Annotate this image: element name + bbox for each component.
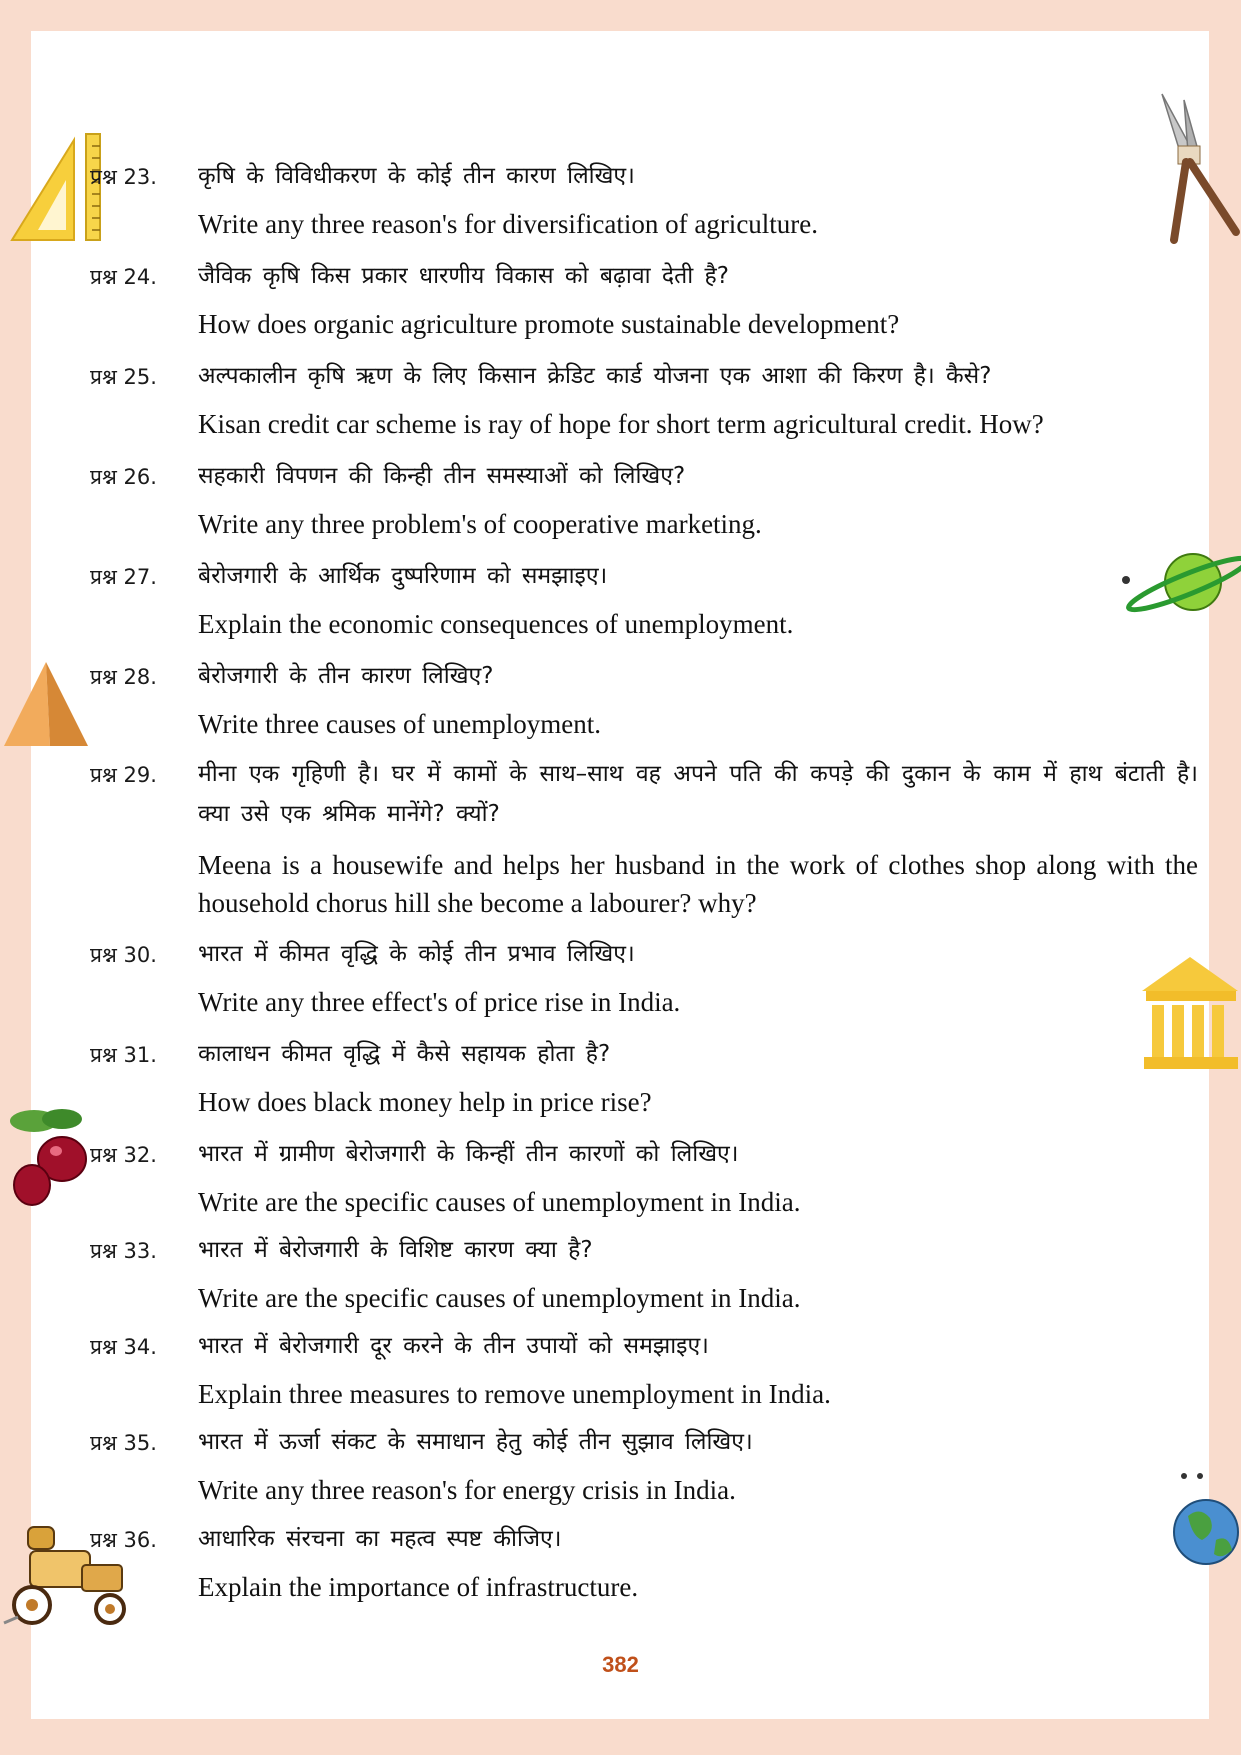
question-hindi-text: बेरोजगारी के तीन कारण लिखिए? <box>198 663 494 689</box>
question-number: प्रश्न 29. <box>90 763 157 787</box>
question-number: प्रश्न 34. <box>90 1335 157 1359</box>
question-hindi-text: सहकारी विपणन की किन्ही तीन समस्याओं को लिखिए? <box>198 463 686 489</box>
question-number: प्रश्न 23. <box>90 165 157 189</box>
question-english-text: Explain the importance of infrastructure. <box>198 1572 639 1602</box>
question-hindi-text: बेरोजगारी के आर्थिक दुष्परिणाम को समझाइए। <box>198 563 608 589</box>
question-number: प्रश्न 36. <box>90 1528 157 1552</box>
page-number: 382 <box>602 1652 639 1677</box>
question-hindi-text: जैविक कृषि किस प्रकार धारणीय विकास को बढ़ावा देती है? <box>198 263 729 289</box>
question-english-text: Meena is a housewife and helps her husband in the work of clothes shop along with the household chorus hill she become a labourer? why? <box>198 850 1198 918</box>
question-english-text: How does black money help in price rise? <box>198 1087 652 1117</box>
question-number: प्रश्न 32. <box>90 1143 157 1167</box>
question-hindi-text: भारत में बेरोजगारी के विशिष्ट कारण क्या है? <box>198 1237 593 1263</box>
pyramid-icon <box>2 660 90 748</box>
question-number: प्रश्न 28. <box>90 665 157 689</box>
question-hindi-text: आधारिक संरचना का महत्व स्पष्ट कीजिए। <box>198 1526 562 1552</box>
question-number: प्रश्न 27. <box>90 565 157 589</box>
question-number: प्रश्न 30. <box>90 943 157 967</box>
question-english-text: Write three causes of unemployment. <box>198 709 602 739</box>
question-english-text: How does organic agriculture promote sustainable development? <box>198 309 900 339</box>
question-hindi-text: भारत में कीमत वृद्धि के कोई तीन प्रभाव लिखिए। <box>198 941 635 967</box>
question-hindi-text: भारत में ग्रामीण बेरोजगारी के किन्हीं तीन कारणों को लिखिए। <box>198 1141 739 1167</box>
question-hindi-text: मीना एक गृहिणी है। घर में कामों के साथ–साथ वह अपने पति की कपड़े की दुकान के काम में हाथ बंटाती है। क्या उसे एक श्रमिक मानेंगे? क्यों? <box>198 761 1198 827</box>
question-hindi-text: कृषि के विविधीकरण के कोई तीन कारण लिखिए। <box>198 163 635 189</box>
question-english-text: Write any three problem's of cooperative marketing. <box>198 509 762 539</box>
question-hindi-text: भारत में बेरोजगारी दूर करने के तीन उपायों को समझाइए। <box>198 1333 709 1359</box>
question-hindi-text: भारत में ऊर्जा संकट के समाधान हेतु कोई तीन सुझाव लिखिए। <box>198 1429 753 1455</box>
question-english-text: Write any three reason's for energy crisis in India. <box>198 1475 736 1505</box>
question-number: प्रश्न 26. <box>90 465 157 489</box>
question-english-text: Write are the specific causes of unemployment in India. <box>198 1283 801 1313</box>
question-hindi-text: अल्पकालीन कृषि ऋण के लिए किसान क्रेडिट कार्ड योजना एक आशा की किरण है। कैसे? <box>198 363 992 389</box>
question-number: प्रश्न 31. <box>90 1043 157 1067</box>
berries-icon <box>4 1105 94 1210</box>
question-english-text: Write are the specific causes of unemployment in India. <box>198 1187 801 1217</box>
question-english-text: Explain three measures to remove unemployment in India. <box>198 1379 831 1409</box>
question-english-text: Write any three reason's for diversification of agriculture. <box>198 209 819 239</box>
question-english-text: Write any three effect's of price rise in India. <box>198 987 681 1017</box>
question-number: प्रश्न 25. <box>90 365 157 389</box>
question-number: प्रश्न 33. <box>90 1239 157 1263</box>
question-english-text: Kisan credit car scheme is ray of hope for short term agricultural credit. How? <box>198 409 1044 439</box>
question-hindi-text: कालाधन कीमत वृद्धि में कैसे सहायक होता है? <box>198 1041 611 1067</box>
question-number: प्रश्न 24. <box>90 265 157 289</box>
question-english-text: Explain the economic consequences of unemployment. <box>198 609 794 639</box>
question-number: प्रश्न 35. <box>90 1431 157 1455</box>
